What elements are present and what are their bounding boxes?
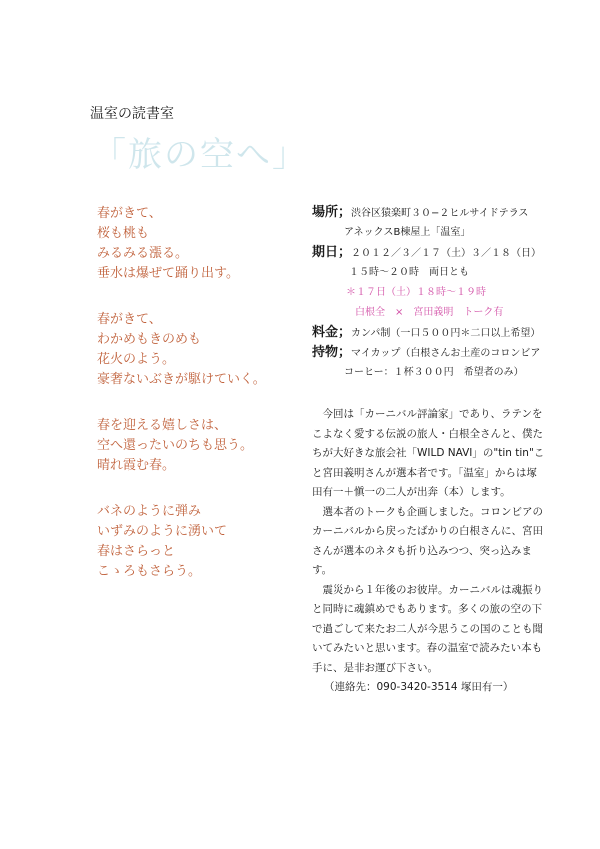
poem-line: わかめもきのめも [97,332,202,347]
poem-stanza-1 [97,204,266,284]
article [312,405,547,698]
poem-line: 花火のよう。 [97,352,176,367]
talk-line-2: 白根全 × 宮田義明 トーク有 [355,307,504,318]
place-label: 場所； [312,205,352,220]
bring-line-2: コーヒー：１杯３００円 希望者のみ） [344,367,524,378]
poem-line: いずみのように湧いて [97,524,228,539]
event-title: 「旅の空へ」 [92,135,308,175]
fee-text: カンパ制（一口５００円＊二口以上希望） [351,328,541,339]
bring-line-1: マイカップ（白根さんお土産のコロンビア [351,348,541,359]
event-info [312,203,541,383]
poem-stanza-2 [97,310,266,390]
place-line-1: 渋谷区猿楽町３０−２ヒルサイドテラス [351,208,529,219]
poem-stanza-4 [97,502,266,582]
poem-line: 桜も桃も [97,226,150,241]
poem-line: 春を迎える嬉しさは、 [97,418,228,433]
poem-line: 豪奢ないぶきが駆けていく。 [97,372,266,387]
date-line-1: ２０１２／３／１７（土）３／１８（日） [351,248,542,259]
talk-line-1: ＊１７日（土）１８時〜１９時 [346,287,486,298]
time-line: １５時〜２０時 両日とも [349,267,469,278]
fee-row [312,323,541,343]
poem-line: 晴れ霞む春。 [97,458,176,473]
poem-line: 垂水は爆ぜて踊り出す。 [97,266,239,281]
article-paragraph-3: 震災から１年後のお彼岸。カーニバルは魂振りと同時に魂鎮めでもあります。多くの旅の空の下で過ごして来たお二人が今思うこの国のことも聞いてみたいと思います。春の温室で読みたい本も手に、是非お運び下さい。 [312,583,543,674]
place-line-2: アネックスB棟屋上「温室」 [344,227,471,238]
poem-line: こゝろもさらう。 [97,564,202,579]
bring-label: 持物； [312,345,352,360]
poem-line: 空へ還ったいのちも思う。 [97,438,254,453]
page-header: 温室の読書室 [90,106,174,122]
poem-line: バネのように弾み [97,504,202,519]
contact-info: （連絡先：090-3420-3514 塚田有一） [324,681,514,693]
poem-line: 春はさらっと [97,544,176,559]
date-row [312,243,541,263]
place-row [312,203,541,223]
article-paragraph-1: 今回は「カーニバル評論家」であり、ラテンをこよなく愛する伝説の旅人・白根全さんと、僕たちが大好きな旅会社「WILD NAVI」の"tin tin"こと宮田義明さんが選本者です。「温室」からは塚田有一＋愼一の二人が出奔（本）します。 [312,408,545,498]
poem-line: 春がきて、 [97,206,162,221]
poem-line: みるみる漲る。 [97,246,189,261]
fee-label: 料金； [312,325,352,340]
article-paragraph-2: 選本者のトークも企画しました。コロンビアのカーニバルから戻ったばかりの白根さんに、宮田さんが選本のネタも折り込みつつ、突っ込みます。 [312,505,543,576]
poem [97,204,266,608]
poem-line: 春がきて、 [97,312,162,327]
poem-stanza-3 [97,416,266,476]
date-label: 期日； [312,245,352,260]
bring-row [312,343,541,363]
